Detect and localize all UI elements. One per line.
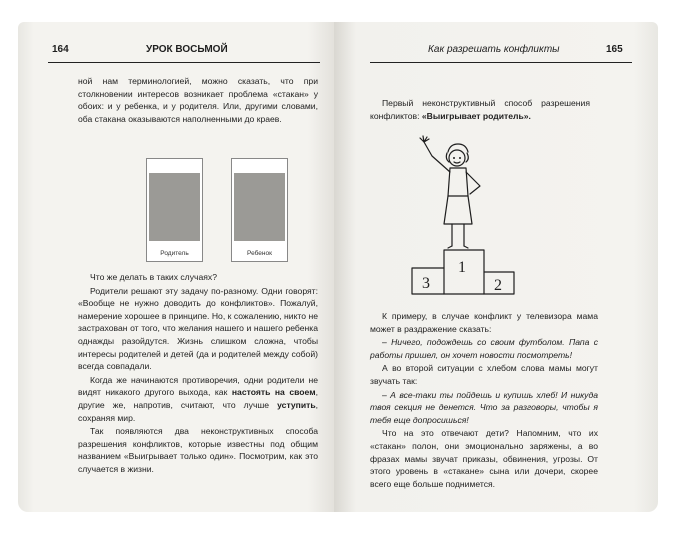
left-paragraph-1: ной нам терминологией, можно сказать, что при столкновении интересов возникает проблема «стакан» у обоих: и у ребенка, и у родителя. Или, другими словами, оба стакана оказываются наполненными до краев. xyxy=(78,76,318,124)
right-paragraph-1 xyxy=(370,97,590,122)
left-paragraph-3: Родители решают эту задачу по-разному. Одни говорят: «Вообще не нужно доводить до конфликтов». Пожалуй, намерение хорошее в принципе. Но, к сожалению, никто не застрахован от того, что желания нашего и нашего ребенка однажды разойдутся. Жизнь слишком сложна, чтобы интересы родителей и детей (да и родителей между собой) всегда совпадали. xyxy=(78,285,318,372)
left-page-number: 164 xyxy=(52,44,69,55)
glass-parent-label: Родитель xyxy=(160,250,189,257)
right-page-number: 165 xyxy=(606,44,623,55)
glass-parent-fill xyxy=(149,173,200,241)
glass-parent xyxy=(146,158,203,262)
para4-bold-yield: уступить xyxy=(277,399,316,410)
para4-text-c: , другие же, напротив, считают, что лучше xyxy=(78,387,318,410)
podium-number-3: 3 xyxy=(422,275,430,292)
para4-bold-insist: настоять на своем xyxy=(231,387,316,398)
left-paragraph-5: Так появляются два неконструктивных способа разрешения конфликтов, которые известны под общим названием «Выигрывает только один». Посмотрим, как это случается в жизни. xyxy=(78,426,318,474)
left-header-rule xyxy=(48,62,320,63)
para4-text-e: , сохраняя мир. xyxy=(78,399,318,423)
glass-child xyxy=(231,158,288,262)
right-quote-2: – А все-таки ты пойдешь и купишь хлеб! И никуда твоя секция не денется. Что за разговоры, чтобы я тебя еще допросишься! xyxy=(370,389,598,425)
left-running-head: УРОК ВОСЬМОЙ xyxy=(146,44,228,55)
right-page xyxy=(334,22,658,512)
open-book xyxy=(18,22,658,512)
left-page xyxy=(18,22,342,512)
glass-child-fill xyxy=(234,173,285,241)
left-paragraph-4 xyxy=(78,374,318,424)
glass-child-label: Ребенок xyxy=(247,250,272,257)
podium-number-1: 1 xyxy=(458,259,466,276)
right-quote-1: – Ничего, подождешь со своим футболом. Папа с работы пришел, он хочет новости посмотреть! xyxy=(370,337,598,360)
right-paragraph-3: А во второй ситуации с хлебом слова мамы могут звучать так: xyxy=(370,363,598,386)
right-running-head: Как разрешать конфликты xyxy=(428,44,560,55)
podium-number-2: 2 xyxy=(494,277,502,294)
right-paragraph-4: Что на это отвечают дети? Напомним, что их «стакан» полон, они эмоционально заряжены, а во фразах мамы звучат приказы, обвинения, угрозы. От этого уровень в «стакане» сына или дочери, скорее всего еще больше поднимется. xyxy=(370,428,598,489)
right-text-top xyxy=(370,97,590,123)
left-paragraph-2: Что же делать в таких случаях? xyxy=(90,272,217,282)
para4-text-a: Когда же начинаются противоречия, одни родители не видят никакого другого выхода, как xyxy=(78,374,318,398)
winner-on-podium-illustration xyxy=(410,134,520,296)
right-p1-bold: «Выигрывает родитель». xyxy=(421,110,531,121)
right-p1-text: Первый неконструктивный способ разрешения конфликтов: xyxy=(370,98,590,121)
right-paragraph-2: К примеру, в случае конфликт у телевизора мама может в раздражение сказать: xyxy=(370,311,598,334)
right-header-rule xyxy=(370,62,632,63)
left-text-top xyxy=(78,75,318,126)
left-text-bottom xyxy=(78,271,318,477)
right-text-bottom xyxy=(370,310,598,491)
